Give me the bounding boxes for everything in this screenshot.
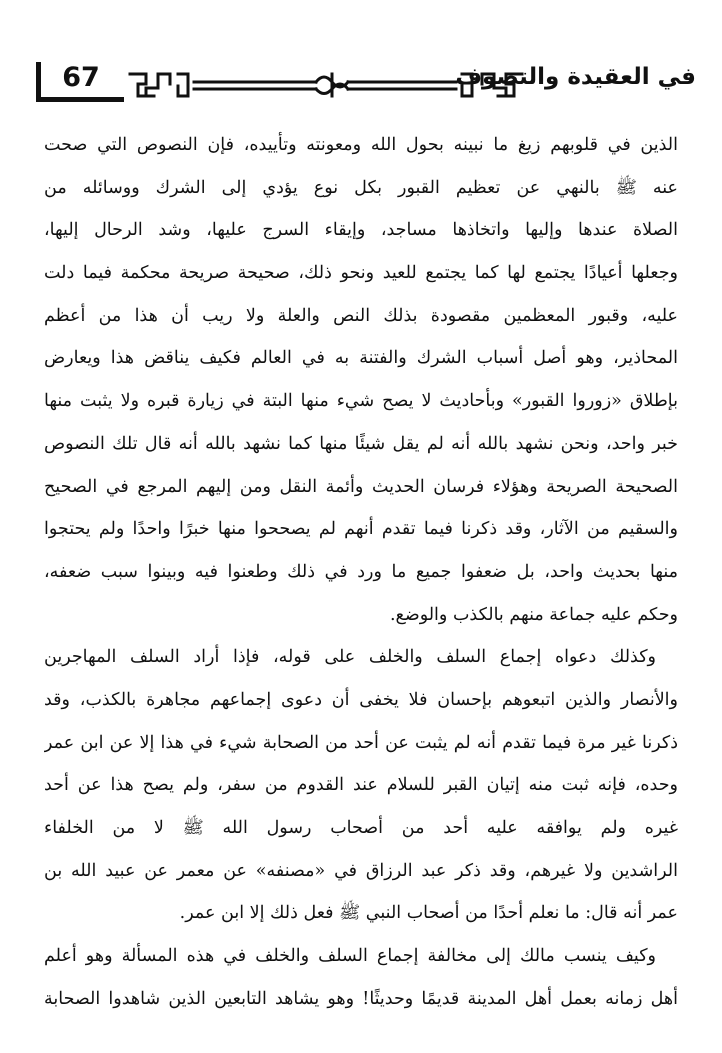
text-line: وكذلك دعواه إجماع السلف والخلف على قوله، فإذا أراد السلف المهاجرين: [44, 647, 656, 668]
text-line: بإطلاق «زوروا القبور» وبأحاديث لا يصح شيء منها البتة في زيارة قبره ولا يثبت منها: [44, 391, 678, 412]
text-line: عمر أنه قال: ما نعلم أحدًا من أصحاب النبي ﷺ فعل ذلك إلا ابن عمر.: [179, 903, 678, 924]
text-line: غيره ولم يوافقه عليه أحد من أصحاب رسول الله ﷺ لا من الخلفاء: [44, 818, 678, 838]
text-line: وحكم عليه جماعة منهم بالكذب والوضع.: [389, 604, 678, 625]
text-line: وحده، فإنه ثبت منه إتيان القبر للسلام عند القدوم من سفر، ولم يصح هذا عن أحد: [44, 775, 678, 796]
text-line: وكيف ينسب مالك إلى مخالفة إجماع السلف والخلف في هذه المسألة وهو أعلم: [44, 946, 656, 967]
page-number: 67: [62, 62, 100, 93]
text-line: عليه، وقبور المعظمين مقصودة بذلك النص والعلة ولا ريب أن هذا من أعظم: [44, 305, 678, 326]
text-line: منها بحديث واحد، بل ضعفوا جميع ما ورد في ذلك وطعنوا فيه وبينوا سبب ضعفه،: [44, 561, 678, 582]
running-title: في العقيدة والتصوف: [455, 64, 696, 90]
running-header: [28, 58, 696, 110]
text-line: أهل زمانه بعمل أهل المدينة قديمًا وحديثًا! وهو يشاهد التابعين الذين شاهدوا الصحابة: [44, 988, 678, 1009]
text-line: الذين في قلوبهم زيغ ما نبينه بحول الله ومعونته وتأييده، فإن النصوص التي صحت: [44, 135, 678, 155]
text-line: خبر واحد، ونحن نشهد بالله أنه لم يقل شيئًا منها كما نشهد بالله أنه قال تلك النصوص: [44, 433, 678, 454]
text-line: الراشدين ولا غيرهم، وقد ذكر عبد الرزاق في «مصنفه» عن معمر عن عبيد الله بن: [44, 860, 678, 881]
text-line: وجعلها أعيادًا يجتمع لها كما يجتمع للعيد ونحو ذلك، صحيحة صريحة محكمة فيما دلت: [44, 263, 678, 284]
text-line: المحاذير، وهو أصل أسباب الشرك والفتنة به في العالم فكيف يناقض هذا ويعارض: [44, 348, 678, 369]
body-text: [44, 124, 678, 1020]
text-line: الصلاة عندها وإليها واتخاذها مساجد، وإيقاء السرج عليها، وشد الرحال إليها،: [44, 220, 678, 241]
text-line: عنه ﷺ بالنهي عن تعظيم القبور بكل نوع يؤدي إلى الشرك ووسائله من: [44, 177, 678, 198]
text-line: الصحيحة الصريحة وهؤلاء فرسان الحديث وأئمة النقل ومن إليهم المرجع في الصحيح: [44, 476, 678, 497]
text-line: والسقيم من الآثار، وقد ذكرنا فيما تقدم أنهم لم يصححوا منها خبرًا واحدًا ولم يحتجوا: [44, 519, 678, 540]
text-line: والأنصار والذين اتبعوهم بإحسان فلا يخفى أن دعوى إجماعهم مجاهرة بالكذب، وقد: [44, 689, 678, 710]
text-line: ذكرنا غير مرة فيما تقدم أنه لم يثبت عن أحد من الصحابة شيء في هذا إلا عن ابن عمر: [44, 732, 678, 753]
